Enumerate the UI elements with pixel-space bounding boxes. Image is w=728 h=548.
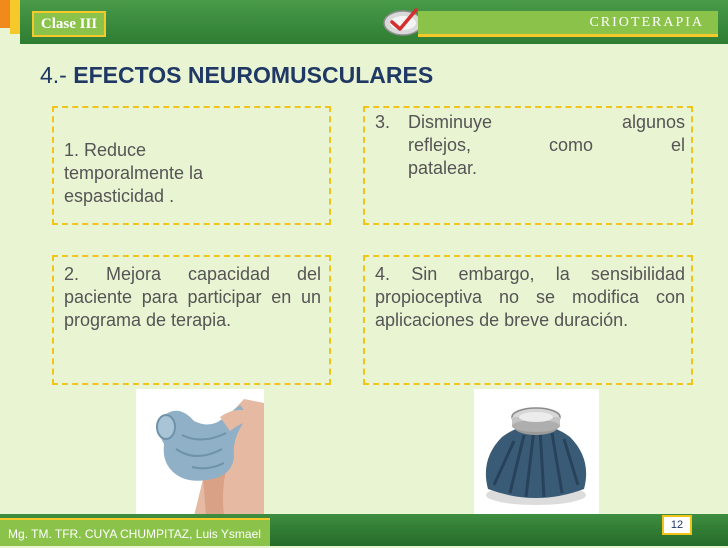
effect-2-text: 2. Mejora capacidad del paciente para participar en un programa de terapia. xyxy=(64,264,321,330)
corner-accent-orange xyxy=(0,0,10,28)
section-label: CRIOTERAPIA xyxy=(418,11,718,37)
slide-title xyxy=(40,62,433,89)
corner-accent-yellow xyxy=(10,0,20,34)
effect-box-2 xyxy=(52,255,331,385)
ice-bag-on-knee-photo xyxy=(136,389,264,516)
footer-author: Mg. TM. TFR. CUYA CHUMPITAZ, Luis Ysmael xyxy=(0,518,270,546)
effect-3-line-3: patalear. xyxy=(408,158,478,178)
page-number: 12 xyxy=(662,515,692,535)
effect-4-text: 4. Sin embargo, la sensibilidad propioceptiva no se modifica con aplicaciones de breve duración. xyxy=(375,264,685,330)
effect-3-number: 3. xyxy=(375,112,391,132)
clase-label: Clase III xyxy=(32,11,106,37)
effect-box-4 xyxy=(363,255,693,385)
title-number: 4.- xyxy=(40,62,67,88)
effect-1-line-3: espasticidad . xyxy=(64,186,175,206)
effect-3-line-2: reflejos, como el xyxy=(408,135,685,155)
effect-box-1 xyxy=(52,106,331,225)
effect-1-line-1: 1. Reduce xyxy=(64,140,147,160)
title-text: EFECTOS NEUROMUSCULARES xyxy=(73,62,434,88)
effect-3-line-1: Disminuye algunos xyxy=(408,112,685,132)
effect-box-3 xyxy=(363,106,693,225)
ice-bag-photo xyxy=(474,389,599,515)
effect-1-line-2: temporalmente la xyxy=(64,163,204,183)
